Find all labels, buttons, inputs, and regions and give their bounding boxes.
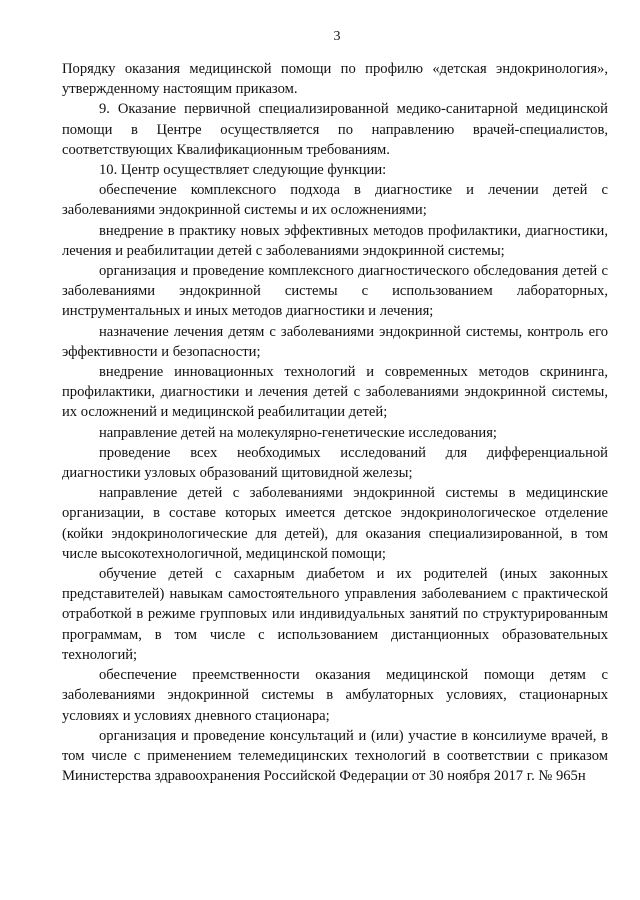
paragraph-continuation: Порядку оказания медицинской помощи по профилю «детская эндокринология», утвержденному настоящим приказом. — [62, 61, 608, 98]
function-list-item: внедрение инновационных технологий и современных методов скрининга, профилактики, диагностики и лечения детей с заболеваниями эндокринной системы, их осложнений и медицинской реабилитации детей; — [62, 364, 608, 421]
function-list-item: внедрение в практику новых эффективных методов профилактики, диагностики, лечения и реабилитации детей с заболеваниями эндокринной системы; — [62, 222, 608, 259]
function-list-item: организация и проведение комплексного диагностического обследования детей с заболеваниями эндокринной системы с использованием лабораторных, инструментальных и иных методов диагностики и лечения; — [62, 263, 608, 320]
function-list-item: обеспечение комплексного подхода в диагностике и лечении детей с заболеваниями эндокринной системы и их осложнениями; — [62, 182, 608, 219]
paragraph-item-9: 9. Оказание первичной специализированной медико-санитарной медицинской помощи в Центре осуществляется по направлению врачей-специалистов, соответствующих Квалификационным требованиям. — [62, 101, 608, 158]
function-list-item: назначение лечения детям с заболеваниями эндокринной системы, контроль его эффективности и безопасности; — [62, 323, 608, 360]
paragraph-item-10: 10. Центр осуществляет следующие функции: — [99, 162, 387, 179]
page-number: 3 — [333, 29, 341, 44]
function-list-item: направление детей на молекулярно-генетические исследования; — [99, 424, 497, 441]
function-list-item: обеспечение преемственности оказания медицинской помощи детям с заболеваниями эндокринной системы в амбулаторных условиях, стационарных условиях и условиях дневного стационара; — [62, 667, 608, 724]
function-list-item: обучение детей с сахарным диабетом и их родителей (иных законных представителей) навыкам самостоятельного управления заболеванием с практической отработкой в режиме групповых или индивидуальных занятий по структурированным программам, в том числе с использованием дистанционных образовательных технологий; — [62, 566, 608, 663]
document-body — [62, 59, 608, 786]
function-list-item: организация и проведение консультаций и (или) участие в консилиуме врачей, в том числе с применением телемедицинских технологий в соответствии с приказом Министерства здравоохранения Российской Федерации от 30 ноября 2017 г. № 965н — [62, 727, 608, 785]
function-list-item: проведение всех необходимых исследований для дифференциальной диагностики узловых образований щитовидной железы; — [62, 444, 608, 482]
function-list-item: направление детей с заболеваниями эндокринной системы в медицинские организации, в составе которых имеется детское эндокринологическое отделение (койки эндокринологические для детей), для оказания специализированной, в том числе высокотехнологичной, медицинской помощи; — [62, 485, 608, 562]
